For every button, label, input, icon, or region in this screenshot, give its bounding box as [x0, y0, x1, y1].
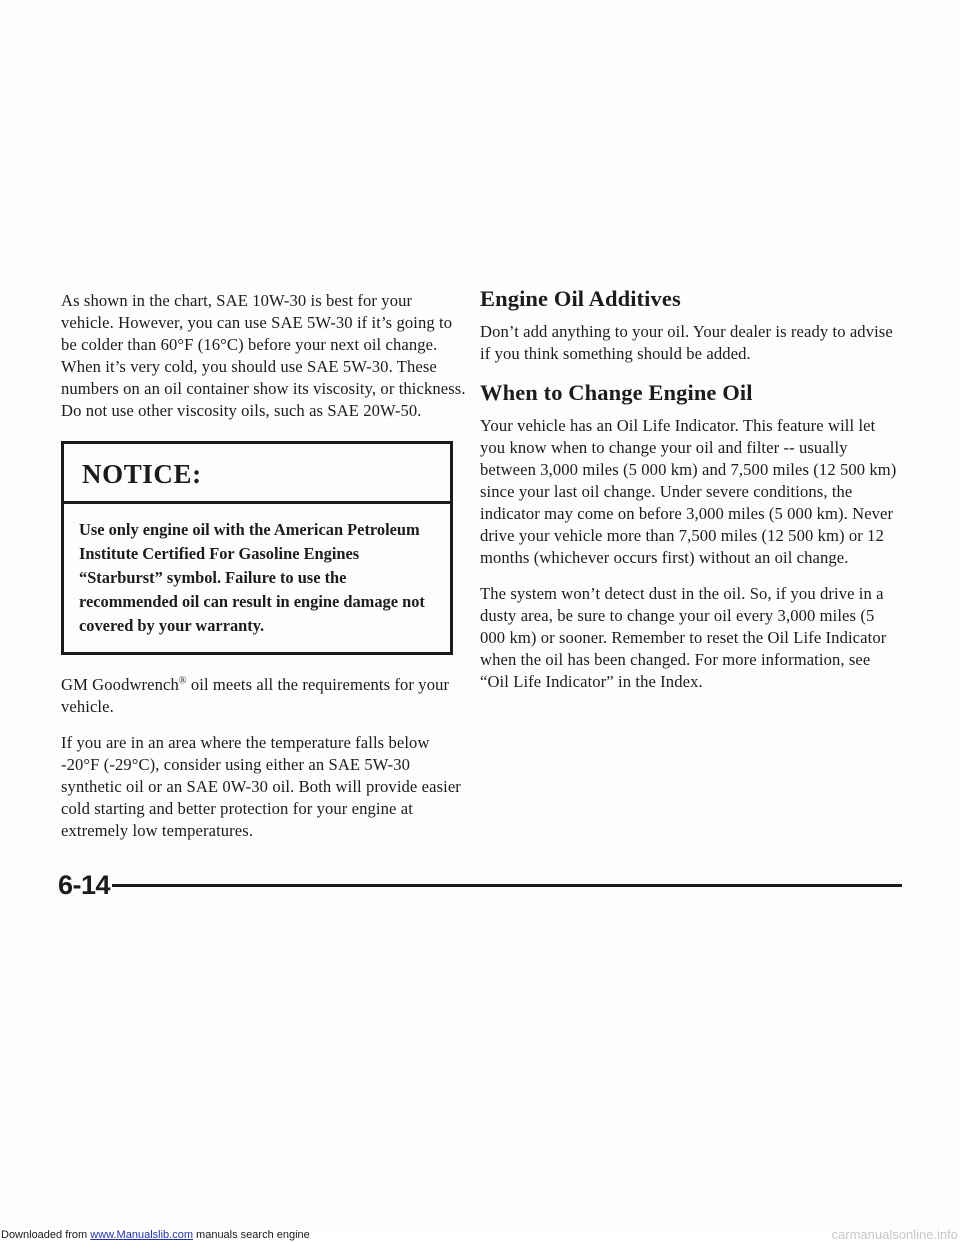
additives-paragraph: Don’t add anything to your oil. Your dealer is ready to advise if you think something should be added. — [480, 322, 893, 363]
left-column — [61, 285, 466, 856]
goodwrench-text-end: oil meets all the requirements for your vehicle. — [61, 675, 450, 716]
notice-title: NOTICE: — [64, 444, 450, 504]
goodwrench-paragraph — [61, 674, 466, 718]
cold-weather-paragraph: If you are in an area where the temperature falls below -20°F (-29°C), consider using either an SAE 5W-30 synthetic oil or an SAE 0W-30 oil. Both will provide easier cold starting and better protection for your engine at extremely low temperatures. — [61, 733, 461, 840]
footer-rule — [112, 884, 902, 887]
download-footer-bar — [0, 1228, 960, 1242]
page-number: 6-14 — [58, 870, 111, 900]
viscosity-paragraph: As shown in the chart, SAE 10W-30 is best for your vehicle. However, you can use SAE 5W-30 if it’s going to be colder than 60°F (16°C) before your next oil change. When it’s very cold, you should use SAE 5W-30. These numbers on an oil container show its viscosity, or thickness. Do not use other viscosity oils, such as SAE 20W-50. — [61, 291, 466, 420]
goodwrench-text: GM Goodwrench — [61, 675, 179, 694]
dusty-area-paragraph: The system won’t detect dust in the oil. So, if you drive in a dusty area, be sure to change your oil every 3,000 miles (5 000 km) or sooner. Remember to reset the Oil Life Indicator when the oil has been changed. For more information, see “Oil Life Indicator” in the Index. — [480, 584, 887, 691]
notice-body: Use only engine oil with the American Petroleum Institute Certified For Gasoline Engines “Starburst” symbol. Failure to use the recommended oil can result in engine damage not covered by your warranty. — [79, 520, 425, 635]
download-note — [1, 1228, 310, 1242]
manualslib-link[interactable]: www.Manualslib.com — [90, 1229, 193, 1241]
page-footer — [58, 868, 902, 902]
watermark-text: carmanualsonline.info — [831, 1227, 958, 1242]
oil-life-indicator-paragraph: Your vehicle has an Oil Life Indicator. This feature will let you know when to change your oil and filter -- usually between 3,000 miles (5 000 km) and 7,500 miles (12 500 km) since your last oil change. Under severe conditions, the indicator may come on before 3,000 miles (5 000 km). Never drive your vehicle more than 7,500 miles (12 500 km) or 12 months (whichever occurs first) without an oil change. — [480, 416, 897, 567]
download-prefix: Downloaded from — [1, 1229, 91, 1241]
heading-engine-oil-additives: Engine Oil Additives — [480, 286, 681, 311]
download-suffix: manuals search engine — [192, 1229, 310, 1241]
registered-mark: ® — [178, 675, 187, 687]
heading-when-to-change-engine-oil: When to Change Engine Oil — [480, 380, 753, 405]
right-column — [480, 285, 900, 707]
notice-box — [61, 441, 453, 655]
